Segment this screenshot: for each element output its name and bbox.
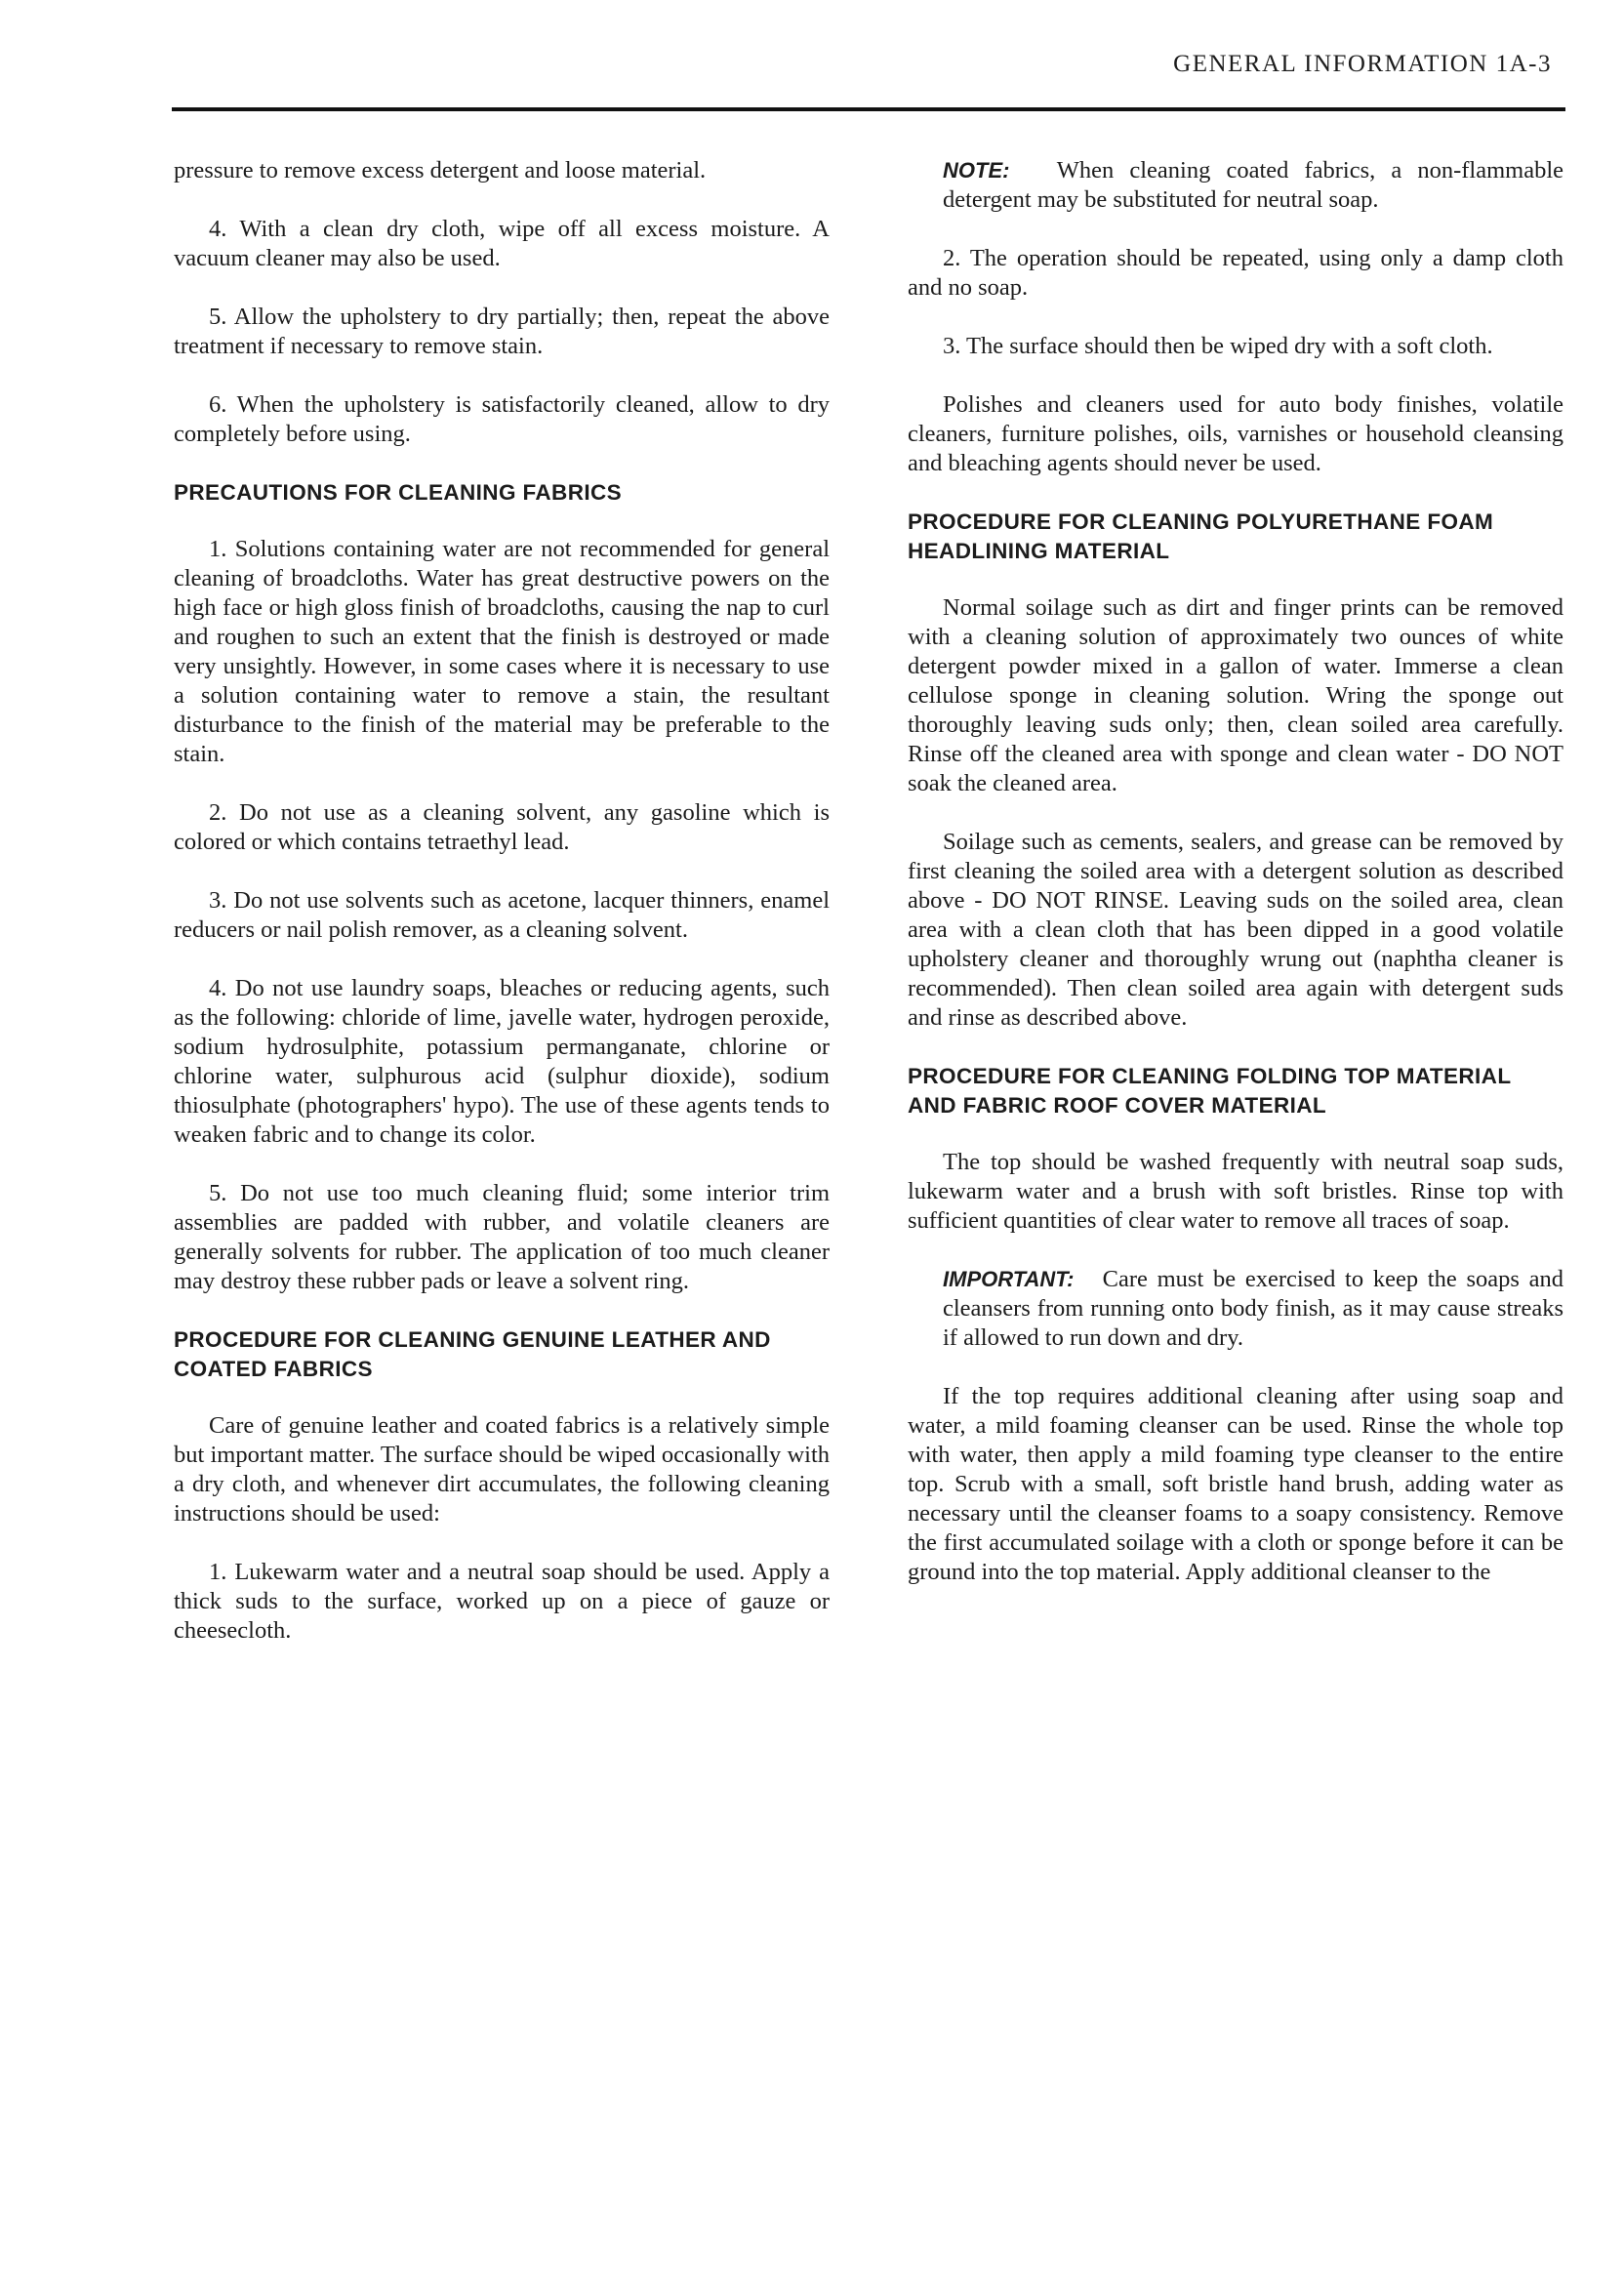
- important-block: [908, 1265, 1563, 1353]
- step-6: 6. When the upholstery is satisfactorily cleaned, allow to dry completely before using.: [174, 391, 830, 447]
- left-column: [174, 156, 830, 1675]
- foam-paragraph-1: Normal soilage such as dirt and finger prints can be removed with a cleaning solution of approximately two ounces of white detergent powder mixed in a gallon of water. Immerse a clean cellulose sponge in cleaning solution. Wring the sponge out thoroughly leaving suds only; then, clean soiled area carefully. Rinse off the cleaned area with sponge and clean water - DO NOT soak the cleaned area.: [908, 594, 1563, 796]
- note-text: When cleaning coated fabrics, a non-flammable detergent may be substituted for neutral soap.: [943, 157, 1564, 213]
- precaution-5: 5. Do not use too much cleaning fluid; some interior trim assemblies are padded with rubber, and volatile cleaners are generally solvents for rubber. The application of too much cleaner may destroy these rubber pads or leave a solvent ring.: [174, 1180, 830, 1294]
- heading-precautions: PRECAUTIONS FOR CLEANING FABRICS: [174, 480, 623, 505]
- heading-leather: PROCEDURE FOR CLEANING GENUINE LEATHER AND COATED FABRICS: [174, 1327, 771, 1381]
- precaution-3: 3. Do not use solvents such as acetone, lacquer thinners, enamel reducers or nail polish remover, as a cleaning solvent.: [174, 887, 830, 943]
- page-header: [172, 47, 1565, 111]
- step-2: 2. The operation should be repeated, using only a damp cloth and no soap.: [908, 245, 1563, 301]
- polishes-warning: Polishes and cleaners used for auto body finishes, volatile cleaners, furniture polishes, oils, varnishes or household cleansing and bleaching agents should never be used.: [908, 391, 1563, 476]
- step-5: 5. Allow the upholstery to dry partially; then, repeat the above treatment if necessary to remove stain.: [174, 304, 830, 359]
- precaution-2: 2. Do not use as a cleaning solvent, any gasoline which is colored or which contains tetraethyl lead.: [174, 799, 830, 855]
- note-block: [908, 156, 1563, 215]
- foam-paragraph-2: Soilage such as cements, sealers, and grease can be removed by first cleaning the soiled area with a detergent solution as described above - DO NOT RINSE. Leaving suds on the soiled area, clean area with a clean cloth that has been dipped in a good volatile upholstery cleaner and thoroughly wrung out (naphtha cleaner is recommended). Then clean soiled area again with detergent suds and rinse as described above.: [908, 829, 1563, 1031]
- paragraph-continued: pressure to remove excess detergent and loose material.: [174, 157, 707, 183]
- important-label: IMPORTANT:: [943, 1267, 1075, 1291]
- note-label: NOTE:: [943, 158, 1010, 183]
- heading-folding-top: PROCEDURE FOR CLEANING FOLDING TOP MATERIAL AND FABRIC ROOF COVER MATERIAL: [908, 1064, 1512, 1118]
- step-4: 4. With a clean dry cloth, wipe off all excess moisture. A vacuum cleaner may also be used.: [174, 216, 830, 271]
- top-paragraph-1: The top should be washed frequently with neutral soap suds, lukewarm water and a brush with soft bristles. Rinse top with sufficient quantities of clear water to remove all traces of soap.: [908, 1149, 1563, 1234]
- important-text: Care must be exercised to keep the soaps and cleansers from running onto body finish, as it may cause streaks if allowed to run down and dry.: [943, 1266, 1564, 1351]
- precaution-1: 1. Solutions containing water are not recommended for general cleaning of broadcloths. Water has great destructive powers on the high face or high gloss finish of broadcloths, causing the nap to curl and roughen to such an extent that the finish is destroyed or made very unsightly. However, in some cases where it is necessary to use a solution containing water to remove a stain, the resultant disturbance to the finish of the material may be preferable to the stain.: [174, 536, 830, 767]
- leather-intro: Care of genuine leather and coated fabrics is a relatively simple but important matter. The surface should be wiped occasionally with a dry cloth, and whenever dirt accumulates, the following cleaning instructions should be used:: [174, 1412, 830, 1527]
- right-column: [908, 156, 1563, 1616]
- precaution-4: 4. Do not use laundry soaps, bleaches or reducing agents, such as the following: chloride of lime, javelle water, hydrogen peroxide, sodium hydrosulphite, potassium permanganate, chlorine or chlorine water, sulphurous acid (sulphur dioxide), sodium thiosulphate (photographers' hypo). The use of these agents tends to weaken fabric and to change its color.: [174, 975, 830, 1148]
- heading-foam: PROCEDURE FOR CLEANING POLYURETHANE FOAM HEADLINING MATERIAL: [908, 509, 1494, 563]
- top-paragraph-2: If the top requires additional cleaning after using soap and water, a mild foaming cleanser can be used. Rinse the whole top with water, then apply a mild foaming type cleanser to the entire top. Scrub with a small, soft bristle hand brush, adding water as necessary until the cleanser foams to a soapy consistency. Remove the first accumulated soilage with a cloth or sponge before it can be ground into the top material. Apply additional cleanser to the: [908, 1383, 1563, 1585]
- header-title: GENERAL INFORMATION 1A-3: [1173, 51, 1552, 77]
- step-3: 3. The surface should then be wiped dry with a soft cloth.: [943, 333, 1493, 359]
- leather-step-1: 1. Lukewarm water and a neutral soap should be used. Apply a thick suds to the surface, worked up on a piece of gauze or cheesecloth.: [174, 1559, 830, 1644]
